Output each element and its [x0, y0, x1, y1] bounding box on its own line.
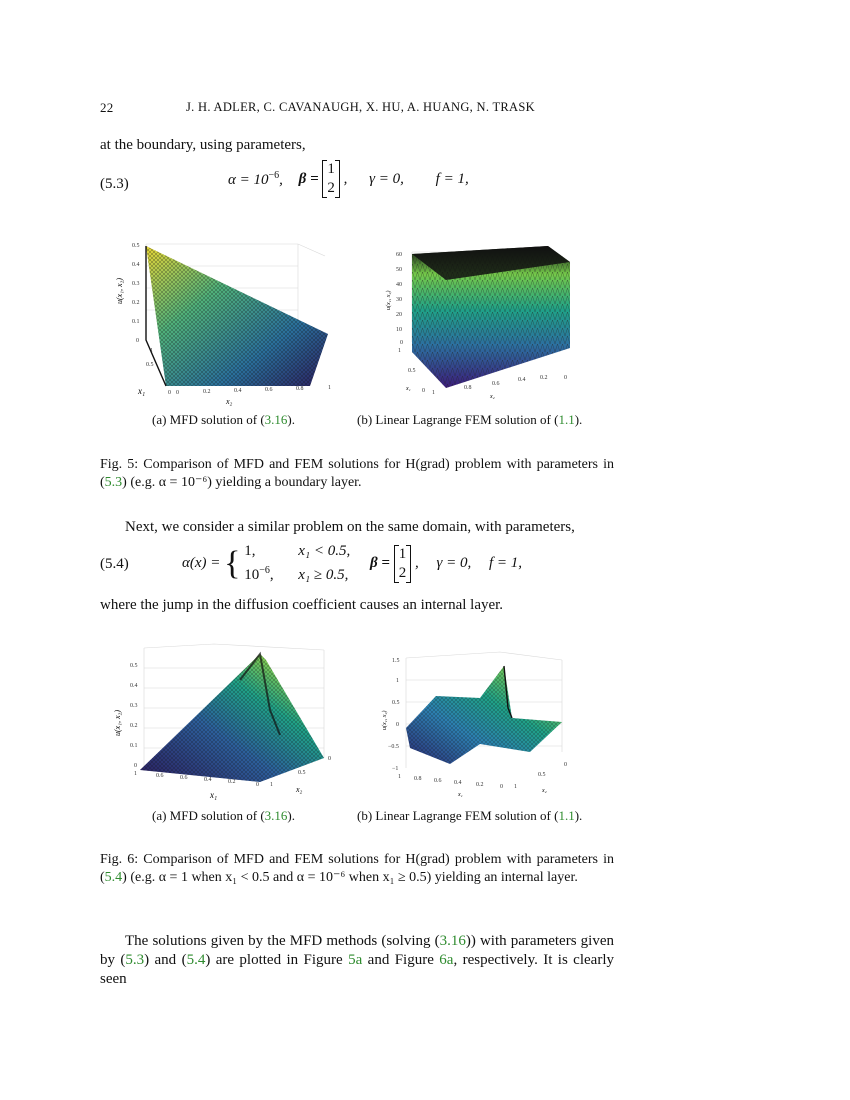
- fig5b-caption: [357, 412, 582, 428]
- fig5a-y-tick: 0: [176, 390, 179, 396]
- eq-5-4-case2-exp: −6: [259, 565, 270, 576]
- fig6a-z-tick: 0.2: [130, 723, 138, 729]
- fig6b-zlabel: u(x₁, x₂): [382, 710, 388, 730]
- fig5a-zlabel: u(x₁, x₂): [115, 278, 124, 304]
- fig6b-caption-text: (b) Linear Lagrange FEM solution of (: [357, 808, 559, 823]
- fig6a-z-tick: 0: [134, 763, 137, 769]
- author-list: J. H. ADLER, C. CAVANAUGH, X. HU, A. HUANG, N. TRASK: [186, 100, 535, 114]
- fig6b-caption: [357, 808, 582, 824]
- final-paragraph: [100, 932, 614, 989]
- fig5a-z-tick: 0.4: [132, 262, 140, 268]
- ref-5-4[interactable]: 5.4: [186, 952, 206, 968]
- eq-5-3-alpha-exp: −6: [268, 169, 280, 181]
- fig6b-x-tick: 0.6: [434, 778, 442, 784]
- eq-5-3-beta: β =: [298, 170, 319, 187]
- fig5a-plot: [110, 236, 350, 411]
- fig6b-z-tick: −1: [392, 766, 399, 772]
- fig6b-y-tick: 0: [564, 762, 567, 768]
- fig5a-y-tick: 0.6: [265, 387, 273, 393]
- eq-5-3-alpha: α = 10: [228, 171, 269, 188]
- fig6a-x-tick: 0.6: [156, 773, 164, 779]
- ref-5-3[interactable]: 5.3: [104, 475, 123, 490]
- final-text-7: , respectively. It is clearly seen: [100, 952, 614, 987]
- final-text-4: ) and (: [144, 952, 187, 968]
- fig5a-z-ticks: [132, 243, 140, 344]
- fig6a-y-tick: 0.5: [298, 770, 306, 776]
- fig6b-z-tick: 1: [396, 678, 399, 684]
- fig5a-x-tick: 0.5: [146, 362, 154, 368]
- fig6a-y-tick: 1: [270, 782, 273, 788]
- ref-5-3[interactable]: 5.3: [125, 952, 145, 968]
- eq-5-4: α(x) = { 1, x₁ < 0.5, $10^{-6}$, x₁ ≥ 0.5, β = 1 2 , γ = 0, f = 1,: [182, 543, 523, 583]
- fig5b-z-tick: 20: [396, 312, 402, 318]
- fig5a-z-tick: 0.2: [132, 300, 140, 306]
- fig5b-z-tick: 10: [396, 327, 402, 333]
- ref-3-16[interactable]: 3.16: [439, 933, 466, 949]
- fig6b-caption-end: ).: [574, 808, 583, 823]
- fig5b-x-tick: 0: [564, 375, 567, 381]
- eq-5-4-alpha: α(x) =: [182, 555, 221, 571]
- fig5b-z-tick: 50: [396, 267, 402, 273]
- ref-5-4[interactable]: 5.4: [104, 870, 123, 885]
- fig5b-zlabel: u(x₁, x₂): [386, 290, 392, 310]
- fig5b-x-tick: 1: [432, 390, 435, 396]
- fig6a-z-tick: 0.5: [130, 663, 138, 669]
- fig6b-z-tick: −0.5: [388, 744, 399, 750]
- fig5a-caption: [152, 412, 295, 428]
- fig6a-xlabel: x₁: [210, 790, 218, 800]
- fig6b-z-tick: 0: [396, 722, 399, 728]
- fig5a-ylabel: x₂: [226, 397, 233, 406]
- fig6a-y-tick: 0: [328, 756, 331, 762]
- fig5b-z-tick: 0: [400, 340, 403, 346]
- fig6a-x-tick: 0.6: [180, 775, 188, 781]
- fig5a-y-tick: 1: [328, 385, 331, 391]
- fig5a-z-tick: 0.5: [132, 243, 140, 249]
- intro-line: at the boundary, using parameters,: [100, 137, 306, 153]
- fig6b-x-tick: 0.2: [476, 782, 484, 788]
- fig5b-x-tick: 0.2: [540, 375, 548, 381]
- fig6a-plot: [110, 640, 346, 810]
- fig6b-x-tick: 0.8: [414, 776, 422, 782]
- fig6b-z-tick: 0.5: [392, 700, 400, 706]
- fig6a-x-tick: 0: [256, 782, 259, 788]
- eq-5-3-beta-vector: [322, 160, 340, 198]
- fig5b-caption-text: (b) Linear Lagrange FEM solution of (: [357, 412, 559, 427]
- eq-5-3-beta-top: 1: [327, 161, 335, 177]
- fig5b-xlabel: x₁: [406, 386, 411, 392]
- ref-3-16[interactable]: 3.16: [264, 808, 288, 823]
- fig6b-z-tick: 1.5: [392, 658, 400, 664]
- final-text-1: The solutions given by the MFD methods (solving (: [125, 933, 440, 949]
- fig5b-x-tick: 0.6: [492, 381, 500, 387]
- fig6a-z-tick: 0.1: [130, 743, 138, 749]
- fig5a-z-tick: 0.1: [132, 319, 140, 325]
- fig5a-caption-text: (a) MFD solution of (: [152, 412, 265, 427]
- fig6a-caption: [152, 808, 295, 824]
- fig5b-x-tick: 0.4: [518, 377, 526, 383]
- eq-5-3-beta-bot: 2: [327, 180, 335, 196]
- eq-5-3-f: f = 1,: [435, 170, 469, 187]
- fig5a-y-tick: 0.8: [296, 386, 304, 392]
- eq-5-4-case1-cond: x₁ < 0.5,: [298, 543, 351, 559]
- fig6b-x-tick: 0.4: [454, 780, 462, 786]
- eq-5-4-gamma: γ = 0,: [436, 555, 472, 571]
- fig5b-z-tick: 40: [396, 282, 402, 288]
- fig5b-z-tick: 60: [396, 252, 402, 258]
- ref-figure-6a[interactable]: 6a: [439, 952, 454, 968]
- fig6a-zlabel: u(x₁, x₂): [113, 710, 122, 736]
- next-paragraph: Next, we consider a similar problem on the same domain, with parameters,: [125, 519, 575, 535]
- fig5b-caption-end: ).: [574, 412, 583, 427]
- fig5a-z-tick: 0.3: [132, 281, 140, 287]
- fig6-caption: [100, 851, 614, 887]
- fig6a-caption-end: ).: [287, 808, 296, 823]
- fig5-caption: [100, 456, 614, 492]
- fig5b-y-tick: 0.5: [408, 368, 416, 374]
- eq-5-4-beta-vector: [394, 545, 412, 583]
- fig5b-y-tick: 1: [398, 348, 401, 354]
- final-text-5: ) are plotted in Figure: [205, 952, 349, 968]
- fig5b-z-tick: 30: [396, 297, 402, 303]
- final-text-3: by (: [100, 952, 126, 968]
- ref-figure-5a[interactable]: 5a: [348, 952, 363, 968]
- fig5a-z-tick: 0: [136, 338, 139, 344]
- fig5-caption-text: Fig. 5: Comparison of MFD and FEM solutions for H(grad) problem with parameters in (: [100, 457, 614, 490]
- fig6-caption-end: ) (e.g. α = 1 when x₁ < 0.5 and α = 10⁻⁶ when x₁ ≥ 0.5) yielding an internal layer.: [122, 870, 578, 885]
- eq-5-4-case2-val: 10: [244, 567, 260, 583]
- fig6b-ylabel: x₂: [542, 788, 547, 794]
- fig6a-z-tick: 0.4: [130, 683, 138, 689]
- eq-5-4-case1-val: 1,: [244, 543, 256, 559]
- fig5b-ylabel: x₂: [490, 394, 495, 400]
- fig6a-z-tick: 0.3: [130, 703, 138, 709]
- fig5-caption-end: ) (e.g. α = 10⁻⁶) yielding a boundary layer.: [122, 475, 362, 490]
- fig6a-x-tick: 1: [134, 771, 137, 777]
- fig5a-y-tick: 0.2: [203, 389, 211, 395]
- fig5a-x-tick: 0: [168, 390, 171, 396]
- eq-5-4-beta-top: 1: [398, 545, 407, 562]
- fig6b-x-tick: 0: [500, 784, 503, 790]
- fig6b-x-tick: 1: [398, 774, 401, 780]
- eq-5-3: $\alpha = 10^{-6}$, β = 1 2 , γ = 0, f = 1,: [228, 161, 469, 196]
- fig6a-x-tick: 0.2: [228, 779, 236, 785]
- fig5a-x-tick: 1: [150, 348, 153, 354]
- fig6a-ylabel: x₂: [296, 785, 303, 794]
- fig6b-y-tick: 0.5: [538, 772, 546, 778]
- final-text-2: )) with parameters given: [465, 933, 614, 949]
- fig5a-y-tick: 0.4: [234, 388, 242, 394]
- fig6a-x-tick: 0.4: [204, 777, 212, 783]
- page-number: 22: [100, 100, 114, 115]
- eq-5-3-gamma: γ = 0,: [369, 170, 404, 187]
- eq-5-4-beta: β =: [369, 555, 390, 571]
- fig5a-caption-end: ).: [287, 412, 296, 427]
- fig6-caption-text: Fig. 6: Comparison of MFD and FEM solutions for H(grad) problem with parameters in (: [100, 852, 614, 885]
- fig6b-y-tick: 1: [514, 784, 517, 790]
- eq-5-4-case2-comma: ,: [269, 567, 274, 583]
- ref-1-1[interactable]: 1.1: [558, 412, 575, 427]
- fig6b-xlabel: x₁: [458, 792, 463, 798]
- eq-5-3-label: (5.3): [100, 176, 129, 192]
- eq-5-4-label: (5.4): [100, 556, 129, 572]
- eq-5-4-case2-cond: x₁ ≥ 0.5,: [298, 567, 349, 583]
- fig6a-caption-text: (a) MFD solution of (: [152, 808, 265, 823]
- jump-line: where the jump in the diffusion coefficient causes an internal layer.: [100, 597, 504, 613]
- fig5b-plot: [380, 240, 600, 408]
- fig5b-x-tick: 0.8: [464, 385, 472, 391]
- fig5b-y-tick: 0: [422, 388, 425, 394]
- eq-5-4-f: f = 1,: [489, 555, 523, 571]
- eq-5-4-beta-bot: 2: [398, 564, 407, 581]
- fig5a-xlabel: x₁: [138, 386, 146, 396]
- fig6b-plot: [380, 648, 580, 802]
- ref-1-1[interactable]: 1.1: [558, 808, 575, 823]
- final-text-6: and Figure: [362, 952, 440, 968]
- ref-3-16[interactable]: 3.16: [264, 412, 288, 427]
